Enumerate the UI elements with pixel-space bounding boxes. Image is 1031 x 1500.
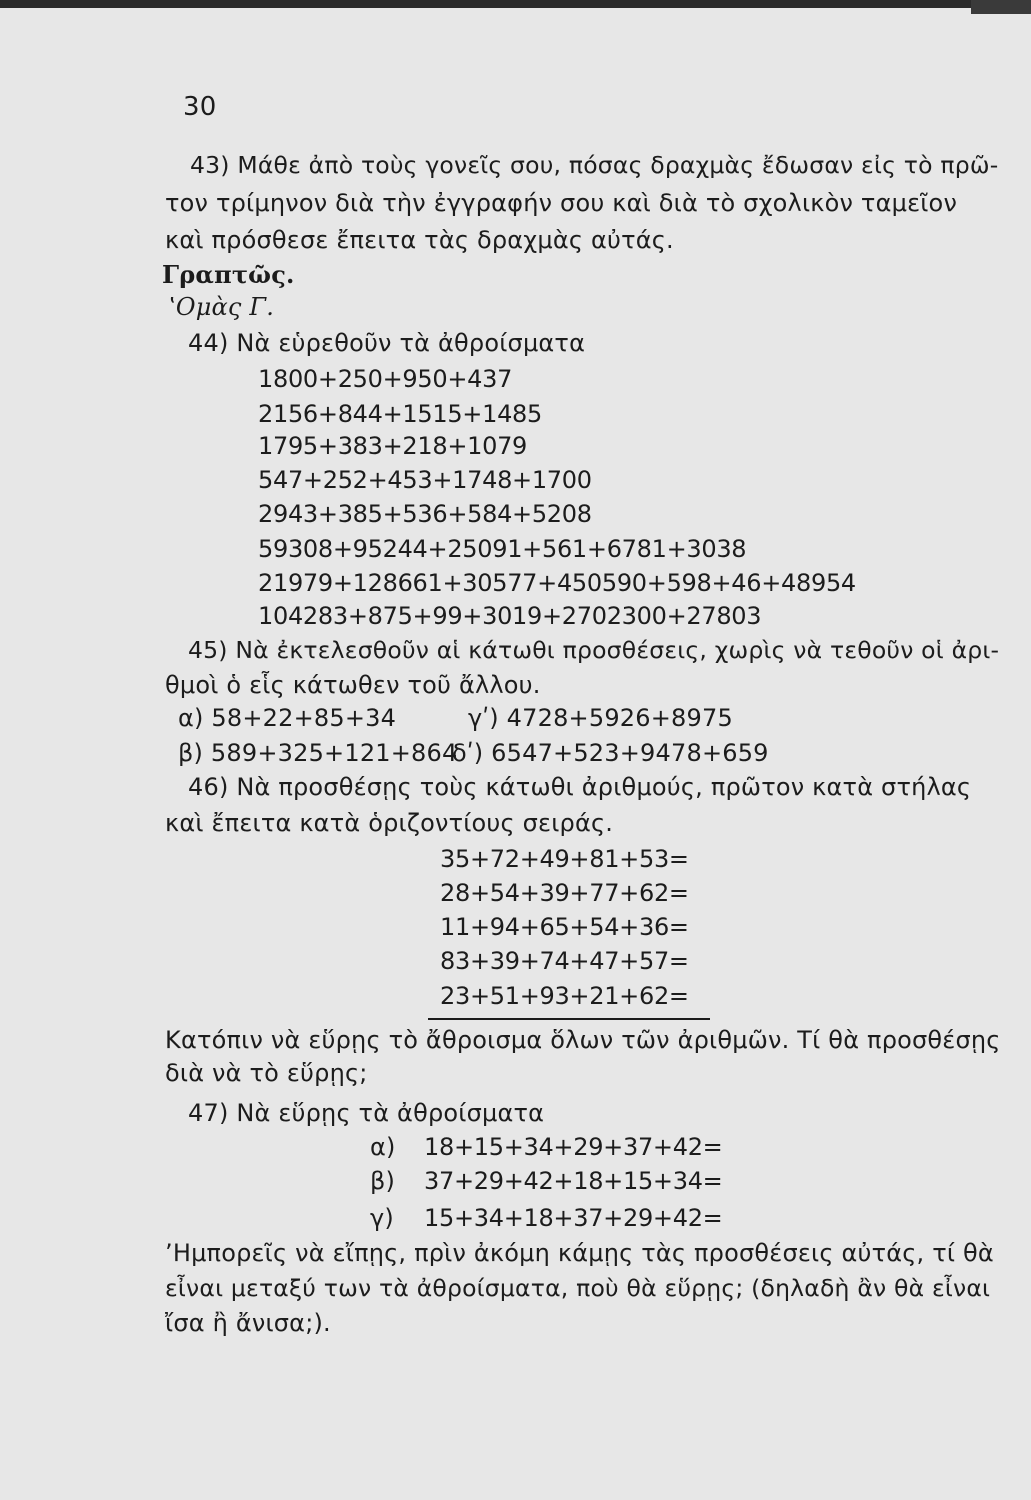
ex47-sum: 18+15+34+29+37+42=	[424, 1133, 723, 1161]
ex47-label: β)	[370, 1167, 396, 1195]
ex47-sum: 37+29+42+18+15+34=	[424, 1167, 723, 1195]
ex43-line1: 43) Μάθε ἀπὸ τοὺς γονεῖς σου, πόσας δραχμὰς ἔδωσαν εἰς τὸ πρῶ-	[190, 151, 999, 179]
ex44-sum: 1795+383+218+1079	[258, 432, 528, 460]
ex45-item-b: β) 589+325+121+864	[178, 739, 458, 767]
ex44-title: 44) Νὰ εὑρεθοῦν τὰ ἀθροίσματα	[188, 329, 586, 357]
ex47-label: γ)	[370, 1204, 394, 1232]
ex46-line2: καὶ ἔπειτα κατὰ ὁριζοντίους σειράς.	[165, 809, 614, 837]
ex44-sum: 1800+250+950+437	[258, 365, 513, 393]
page-corner-shadow	[971, 0, 1031, 14]
ex45-item-c: γʹ) 4728+5926+8975	[468, 704, 733, 732]
ex45-line1: 45) Νὰ ἐκτελεσθοῦν αἱ κάτωθι προσθέσεις, χωρὶς νὰ τεθοῦν οἱ ἀρι-	[188, 636, 1000, 664]
heading-group: ʽΟμὰς Γ.	[168, 293, 275, 321]
ex47-q2: εἶναι μεταξύ των τὰ ἀθροίσματα, ποὺ θὰ εὕρῃς; (δηλαδὴ ἂν θὰ εἶναι	[165, 1274, 991, 1302]
ex46-row: 28+54+39+77+62=	[440, 879, 689, 907]
ex47-q3: ἴσα ἢ ἄνισα;).	[165, 1309, 331, 1337]
page-number: 30	[183, 92, 217, 122]
ex44-sum: 21979+128661+30577+450590+598+46+48954	[258, 569, 856, 597]
ex47-sum: 15+34+18+37+29+42=	[424, 1204, 723, 1232]
ex46-after1: Κατόπιν νὰ εὕρῃς τὸ ἄθροισμα ὅλων τῶν ἀριθμῶν. Τί θὰ προσθέσῃς	[165, 1026, 1001, 1054]
ex46-row: 35+72+49+81+53=	[440, 845, 689, 873]
ex43-line2: τον τρίμηνον διὰ τὴν ἐγγραφήν σου καὶ διὰ τὸ σχολικὸν ταμεῖον	[165, 189, 958, 217]
ex47-q1: ʼΗμπορεῖς νὰ εἴπῃς, πρὶν ἀκόμη κάμῃς τὰς προσθέσεις αὐτάς, τί θὰ	[165, 1239, 994, 1267]
ex45-line2: θμοὶ ὁ εἷς κάτωθεν τοῦ ἄλλου.	[165, 671, 541, 699]
ex46-line1: 46) Νὰ προσθέσῃς τοὺς κάτωθι ἀριθμούς, πρῶτον κατὰ στήλας	[188, 773, 972, 801]
ex46-row: 11+94+65+54+36=	[440, 913, 689, 941]
ex43-line3: καὶ πρόσθεσε ἔπειτα τὰς δραχμὰς αὐτάς.	[165, 226, 674, 254]
ex45-item-d: δʹ) 6547+523+9478+659	[452, 739, 769, 767]
page-top-edge	[0, 0, 1031, 8]
ex46-after2: διὰ νὰ τὸ εὕρῃς;	[165, 1059, 368, 1087]
sum-rule	[428, 1018, 710, 1020]
ex46-row: 83+39+74+47+57=	[440, 947, 689, 975]
ex47-title: 47) Νὰ εὕρῃς τὰ ἀθροίσματα	[188, 1099, 545, 1127]
ex45-item-a: α) 58+22+85+34	[178, 704, 397, 732]
ex46-row: 23+51+93+21+62=	[440, 982, 689, 1010]
heading-written: Γραπτῶς.	[162, 260, 295, 289]
ex44-sum: 547+252+453+1748+1700	[258, 466, 592, 494]
ex44-sum: 59308+95244+25091+561+6781+3038	[258, 535, 747, 563]
ex44-sum: 2943+385+536+584+5208	[258, 500, 592, 528]
ex47-label: α)	[370, 1133, 396, 1161]
ex44-sum: 2156+844+1515+1485	[258, 400, 542, 428]
ex44-sum: 104283+875+99+3019+2702300+27803	[258, 602, 762, 630]
